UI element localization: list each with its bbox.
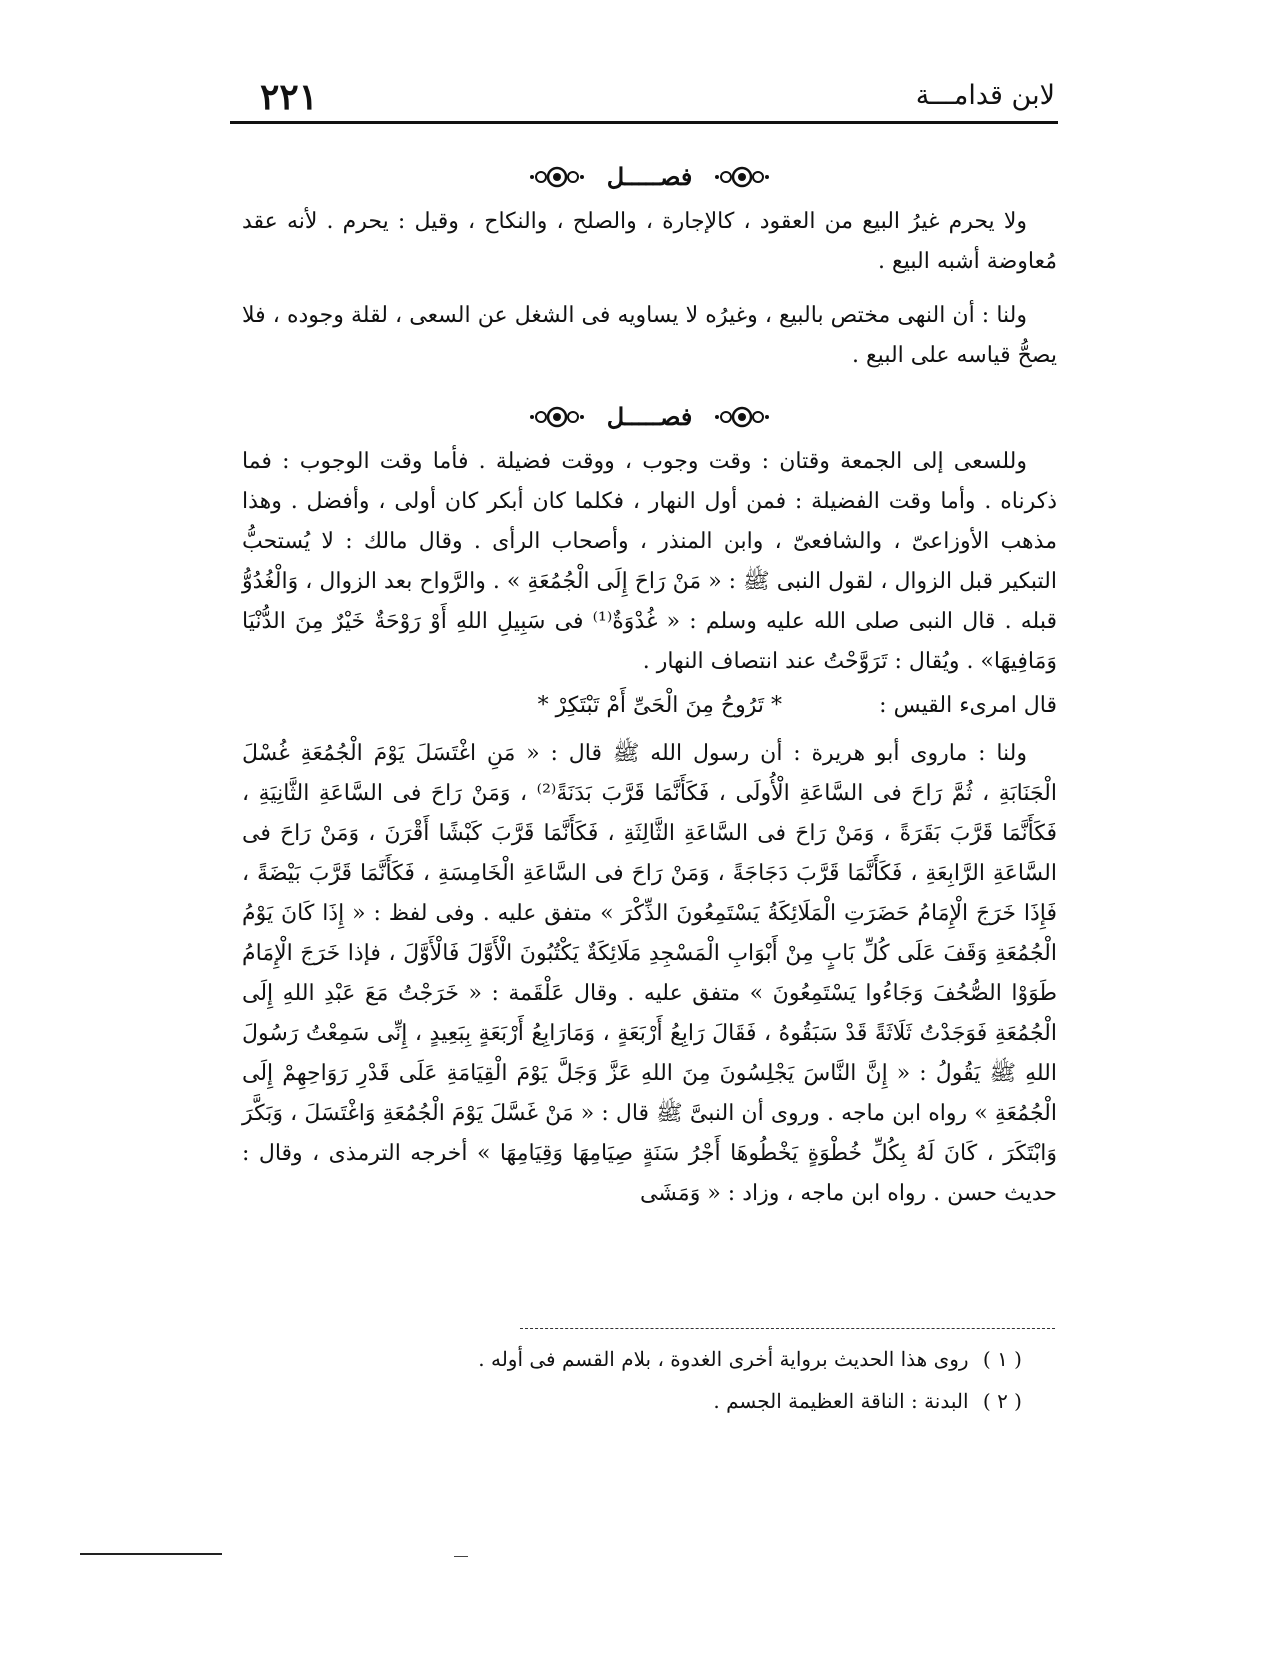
ornament-icon bbox=[714, 404, 770, 430]
footnotes bbox=[242, 1338, 1052, 1422]
footnote-separator bbox=[520, 1328, 1055, 1329]
page-number: ٢٢١ bbox=[260, 76, 319, 118]
footnote-number: ( ١ ) bbox=[982, 1347, 1022, 1371]
paragraph: وللسعى إلى الجمعة وقتان : وقت وجوب ، ووقت فضيلة . فأما وقت الوجوب : فما ذكرناه . وأما وقت الفضيلة : فمن أول النهار ، فكلما كان أبكر كان أولى ، وأفضل . وهذا مذهب الأوزاعىّ ، والشافعىّ ، وابن المنذر ، وأصحاب الرأى . وقال مالك : لا يُستحبُّ التبكير قبل الزوال ، لقول النبى ﷺ : « مَنْ رَاحَ إِلَى الْجُمُعَةِ » . والرَّواح بعد الزوال ، وَالْغُدُوُّ قبله . قال النبى صلى الله عليه وسلم : « غُدْوَةٌ⁽¹⁾ فى سَبِيلِ اللهِ أَوْ رَوْحَةٌ خَيْرٌ مِنَ الدُّنْيَا وَمَافِيهَا» . ويُقال : تَرَوَّحْتُ عند انتصاف النهار . bbox=[242, 449, 1057, 674]
scan-mark-line bbox=[80, 1553, 222, 1555]
main-text bbox=[242, 150, 1057, 1228]
footnote-number: ( ٢ ) bbox=[982, 1389, 1022, 1413]
section-heading-2 bbox=[242, 390, 1057, 440]
paragraph: ولا يحرم غيرُ البيع من العقود ، كالإجارة ، والصلح ، والنكاح ، وقيل : يحرم . لأنه عقد مُعاوضة أشبه البيع . bbox=[242, 209, 1057, 274]
footnote bbox=[242, 1380, 1052, 1422]
paragraph: ولنا : أن النهى مختص بالبيع ، وغيرُه لا يساويه فى الشغل عن السعى ، لقلة وجوده ، فلا يصحُّ قياسه على البيع . bbox=[242, 303, 1057, 368]
header-rule bbox=[230, 121, 1058, 124]
section-title: فصـــــل bbox=[606, 161, 693, 191]
footnote bbox=[242, 1338, 1052, 1380]
footnote-text: روى هذا الحديث برواية أخرى الغدوة ، بلام القسم فى أوله . bbox=[478, 1347, 969, 1371]
ornament-icon bbox=[529, 164, 585, 190]
ornament-icon bbox=[714, 164, 770, 190]
running-title: لابن قدامـــة bbox=[915, 80, 1055, 111]
ornament-icon bbox=[529, 404, 585, 430]
scan-mark-dash bbox=[454, 1556, 468, 1557]
verse-text: * تَرُوحُ مِنَ الْحَىِّ أَمْ تَبْتَكِرْ * bbox=[537, 693, 782, 718]
verse-attribution: قال امرىء القيس : bbox=[879, 693, 1057, 718]
section-title: فصـــــل bbox=[606, 401, 693, 431]
verse-line bbox=[242, 686, 1057, 726]
paragraph: ولنا : ماروى أبو هريرة : أن رسول الله ﷺ قال : « مَنِ اغْتَسَلَ يَوْمَ الْجُمُعَةِ غُسْلَ الْجَنَابَةِ ، ثُمَّ رَاحَ فى السَّاعَةِ الْأُولَى ، فَكَأَنَّمَا قَرَّبَ بَدَنَةً⁽²⁾ ، وَمَنْ رَاحَ فى السَّاعَةِ الثَّانِيَةِ ، فَكَأَنَّمَا قَرَّبَ بَقَرَةً ، وَمَنْ رَاحَ فى السَّاعَةِ الثَّالِثَةِ ، فَكَأَنَّمَا قَرَّبَ كَبْشًا أَقْرَنَ ، وَمَنْ رَاحَ فى السَّاعَةِ الرَّابِعَةِ ، فَكَأَنَّمَا قَرَّبَ دَجَاجَةً ، وَمَنْ رَاحَ فى السَّاعَةِ الْخَامِسَةِ ، فَكَأَنَّمَا قَرَّبَ بَيْضَةً ، فَإِذَا خَرَجَ الْإِمَامُ حَضَرَتِ الْمَلَائِكَةُ يَسْتَمِعُونَ الذِّكْرَ » متفق عليه . وفى لفظ : « إِذَا كَانَ يَوْمُ الْجُمُعَةِ وَقَفَ عَلَى كُلِّ بَابٍ مِنْ أَبْوَابِ الْمَسْجِدِ مَلَائِكَةٌ يَكْتُبُونَ الْأَوَّلَ فَالْأَوَّلَ ، فإذا خَرَجَ الْإِمَامُ طَوَوْا الصُّحُفَ وَجَاءُوا يَسْتَمِعُونَ » متفق عليه . وقال عَلْقَمة : « خَرَجْتُ مَعَ عَبْدِ اللهِ إِلَى الْجُمُعَةِ فَوَجَدْتُ ثَلَاثَةً قَدْ سَبَقُوهُ ، فَقَالَ رَابِعُ أَرْبَعَةٍ ، وَمَارَابِعُ أَرْبَعَةٍ بِبَعِيدٍ ، إِنِّى سَمِعْتُ رَسُولَ اللهِ ﷺ يَقُولُ : « إِنَّ النَّاسَ يَجْلِسُونَ مِنَ اللهِ عَزَّ وَجَلَّ يَوْمَ الْقِيَامَةِ عَلَى قَدْرِ رَوَاحِهِمْ إِلَى الْجُمُعَةِ » رواه ابن ماجه . وروى أن النبىَّ ﷺ قال : « مَنْ غَسَّلَ يَوْمَ الْجُمُعَةِ وَاغْتَسَلَ ، وَبَكَّرَ وَابْتَكَرَ ، كَانَ لَهُ بِكُلِّ خُطْوَةٍ يَخْطُوهَا أَجْرُ سَنَةٍ صِيَامِهَا وَقِيَامِهَا » أخرجه الترمذى ، وقال : حديث حسن . رواه ابن ماجه ، وزاد : « وَمَشَى bbox=[242, 741, 1057, 1206]
page-header bbox=[230, 70, 1055, 120]
section-heading-1 bbox=[242, 150, 1057, 200]
footnote-text: البدنة : الناقة العظيمة الجسم . bbox=[713, 1389, 969, 1413]
